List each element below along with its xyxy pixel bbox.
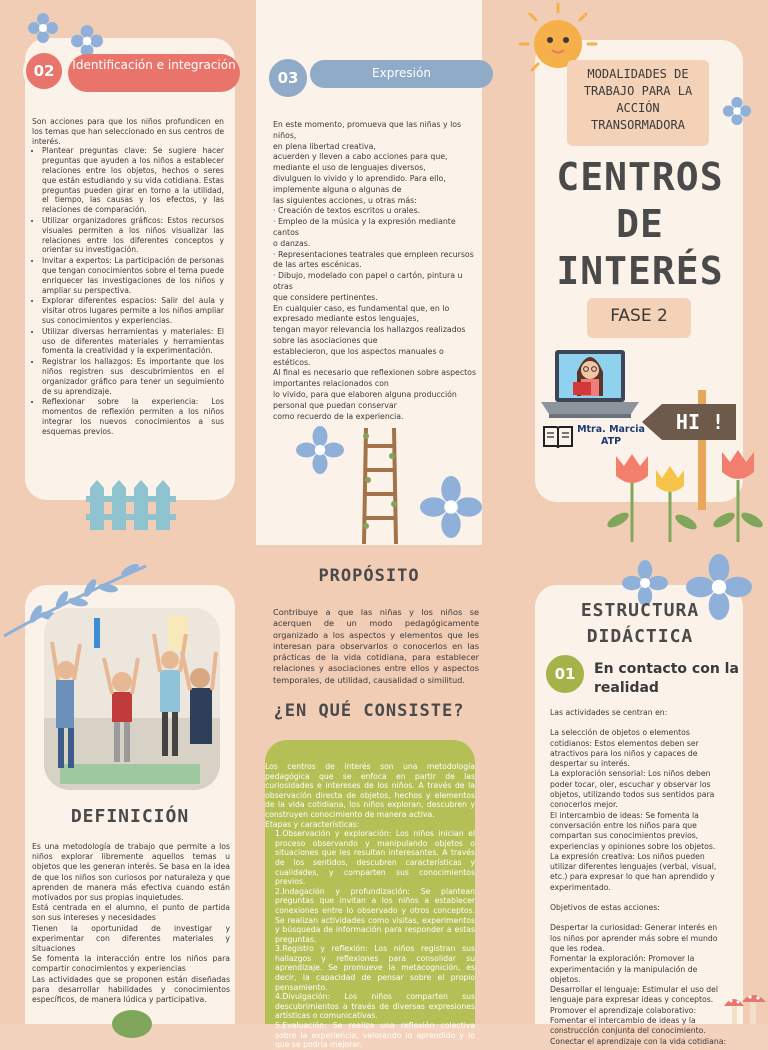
sign-text: HI !	[675, 410, 725, 434]
teacher-avatar-illustration	[541, 336, 639, 424]
list-item: • Utilizar organizadores gráficos: Estos recursos visuales permiten a los niños visualizar las relaciones entre los diferentes conceptos y orientar su investigación.	[42, 216, 224, 255]
text-line: · Empleo de la música y la expresión mediante cantos	[273, 217, 456, 237]
consiste-stages-label: Etapas y características:	[265, 819, 360, 829]
text-line: Despertar la curiosidad: Generar interés en los niños por aprender más sobre el mundo que les rodea.	[550, 923, 718, 953]
consiste-body	[265, 762, 475, 1050]
text-line: las siguientes acciones, u otras más:	[273, 195, 417, 205]
text-line: divulguen lo vivido y lo aprendido. Para ello,	[273, 173, 446, 183]
cover-title-line2: DE	[616, 202, 664, 246]
mushrooms-illustration	[722, 992, 768, 1024]
text-line: sobre las asociaciones que	[273, 335, 378, 345]
text-line: establecieron, que los aspectos manuales o	[273, 346, 444, 356]
text-line: en plena libertad creativa,	[273, 141, 376, 151]
tulips-illustration	[600, 450, 768, 542]
text-line: · Creación de textos escritos u orales.	[273, 206, 421, 216]
definicion-title: DEFINICIÓN	[70, 806, 190, 827]
list-item: • Plantear preguntas clave: Se sugiere hacer preguntas que ayuden a los niños a establecer relaciones entre los objetos, hechos o seres que están estudiando y su vida cotidiana. Estas preguntas pueden girar en torno a la utilidad, el tiempo, las causas y los efectos, y las relaciones de comparación.	[42, 146, 224, 215]
fence-illustration	[86, 474, 176, 530]
consiste-intro: Los centros de interés son una metodología pedagógica que se enfoca en partir de las curiosidades e intereses de los niños. A través de la observación directa de objetos, hechos y elementos de la vida cotidiana, los niños exploran, descubren y construyen conocimiento de manera activa.	[265, 762, 475, 819]
text-line: Al final es necesario que reflexionen sobre aspectos	[273, 368, 477, 378]
step-number-01: 01	[544, 653, 586, 695]
cover-title-line3: INTERÉS	[556, 249, 724, 293]
text-line: · Dibujo, modelado con papel o cartón, pintura u otras	[273, 271, 463, 291]
text-line: implemente alguna o algunas de	[273, 184, 402, 194]
text-line: En cualquier caso, es fundamental que, en lo	[273, 303, 450, 313]
text-line: que considere pertinentes.	[273, 292, 378, 302]
step-number-02: 02	[23, 50, 65, 92]
text-line: Las actividades que se proponen están diseñadas para desarrollar habilidades y conocimientos específicos, de manera lúdica y participativa.	[32, 974, 230, 1005]
list-item: • Invitar a expertos: La participación de personas que tengan conocimientos sobre el tema puede enriquecer las investigaciones de los niños y ampliar su perspectiva.	[42, 256, 224, 295]
text-line: lo vivido, para que elaboren alguna producción	[273, 389, 457, 399]
expresion-body	[273, 120, 483, 422]
text-line: La expresión creativa: Los niños pueden utilizar diferentes lenguajes (verbal, visual, etc.) para expresar lo que han aprendido y experimentado.	[550, 851, 717, 892]
cactus-illustration	[110, 1006, 154, 1024]
list-item: 2.Indagación y profundización: Se plantean preguntas que invitan a los niños a establecer conexiones entre lo observado y otros conceptos. Se realizan actividades como visitas, experimentos y búsqueda de información para responder a estas preguntas.	[275, 886, 475, 944]
text-line: Objetivos de estas acciones:	[550, 903, 660, 913]
ladder-illustration	[356, 426, 404, 544]
text-line: Promover el aprendizaje colaborativo: Fomentar el intercambio de ideas y la construcción conjunta del conocimiento.	[550, 1005, 706, 1036]
text-line: estéticos.	[273, 357, 311, 367]
list-item: 1.Observación y exploración: Los niños inician el proceso observando y manipulando objetos o situaciones que les resultan interesantes. A través de los sentidos, descubren características y cualidades, y comparten sus conocimientos previos.	[275, 829, 475, 887]
children-photo	[44, 608, 220, 790]
text-line: Las actividades se centran en:	[550, 708, 668, 717]
text-line: · Representaciones teatrales que empleen recursos	[273, 249, 474, 259]
step-number-03: 03	[266, 56, 310, 100]
list-item: • Reflexionar sobre la experiencia: Los momentos de reflexión permiten a los niños integrar los nuevos conocimientos a sus esquemas previos.	[42, 397, 224, 436]
list-item: 4.Divulgación: Los niños comparten sus descubrimientos a través de diversas expresiones artísticas o comunicativas.	[275, 992, 475, 1021]
text-line: Tienen la oportunidad de investigar y experimentar con diferentes materiales y situaciones	[32, 923, 230, 954]
estructura-title-line1: ESTRUCTURA	[580, 600, 700, 621]
text-line: Es una metodología de trabajo que permite a los niños explorar libremente aquellos temas u objetos que les generan interés. Se basa en la idea de que los niños son curiosos por naturaleza y que aprenden de manera más efectiva cuando están motivados por sus propias inquietudes.	[32, 842, 230, 903]
text-line: tengan mayor relevancia los hallazgos realizados	[273, 325, 466, 335]
text-line: de las artes escénicas.	[273, 260, 362, 270]
proposito-text: Contribuye a que las niñas y los niños se acerquen de un modo pedagógicamente organizado a los aspectos y elementos que les interesan para observarlos o conocerlos en las prácticas de la vida cotidiana, para establecer relaciones y asociaciones entre ellos y aspectos temporales, de utilidad, causalidad o similitud.	[273, 607, 479, 685]
flower-icon	[70, 24, 104, 58]
text-line: o danzas.	[273, 238, 311, 248]
section-title-expresion: Expresión	[310, 60, 493, 88]
author-name: Mtra. Marcia	[577, 424, 645, 435]
text-line: importantes relacionados con	[273, 379, 389, 389]
proposito-title: PROPÓSITO	[318, 566, 420, 586]
text-line: La exploración sensorial: Los niños deben poder tocar, oler, escuchar y observar los objetos, utilizando todos sus sentidos para conocerlos mejor.	[550, 769, 715, 810]
text-line: personal que puedan conservar	[273, 400, 397, 410]
identificacion-intro: Son acciones para que los niños profundicen en los temas que han seleccionado en sus centros de interés.	[32, 117, 224, 146]
text-line: acuerden y lleven a cabo acciones para que,	[273, 152, 448, 162]
flower-icon	[722, 96, 752, 126]
text-line: En este momento, promueva que las niñas y los niños,	[273, 120, 462, 140]
step-title: En contacto con la realidad	[594, 661, 739, 696]
list-item: • Registrar los hallazgos: Es importante que los niños registren sus descubrimientos en el organizador gráfico para tener un seguimiento de su aprendizaje.	[42, 357, 224, 396]
list-item: 5.Evaluación: Se realiza una reflexión colectiva sobre la experiencia, valorando lo aprendido y lo que se podría mejorar.	[275, 1021, 475, 1050]
list-item: • Explorar diferentes espacios: Salir del aula y visitar otros lugares permite a los niños ampliar sus conocimientos y experiencias.	[42, 296, 224, 325]
text-line: Conectar el aprendizaje con la vida cotidiana:	[550, 1036, 727, 1046]
flower-icon	[296, 426, 344, 474]
section-title-identificacion: Identificación e integración	[68, 54, 240, 92]
book-icon	[542, 424, 574, 450]
cover-title-line1: CENTROS	[556, 155, 724, 199]
text-line: expresado mediante estos lenguajes,	[273, 314, 419, 324]
list-item: • Utilizar diversas herramientas y materiales: El uso de diferentes materiales y herramientas fomenta la creatividad y la experimentación.	[42, 327, 224, 356]
flower-icon	[27, 12, 59, 44]
text-line: Fomentar la exploración: Promover la experimentación y la manipulación de objetos.	[550, 954, 698, 984]
phase-label: FASE 2	[610, 306, 668, 326]
list-item: 3.Registro y reflexión: Los niños registran sus hallazgos y reflexiones para consolidar su aprendizaje. Se promueve la metacognición, es decir, la capacidad de pensar sobre el propio pensamiento.	[275, 944, 475, 992]
text-line: Está centrada en el alumno, el punto de partida son sus intereses y necesidades	[32, 903, 230, 923]
text-line: Se fomenta la interacción entre los niños para compartir conocimientos y experiencias	[32, 954, 230, 974]
text-line: mediante el uso de lenguajes diversos,	[273, 163, 426, 173]
cover-subtitle: MODALIDADES DE TRABAJO PARA LA ACCIÓN TRANSORMADORA	[583, 67, 693, 132]
text-line: Desarrollar el lenguaje: Estimular el uso del lenguaje para expresar ideas y conceptos.	[550, 985, 718, 1005]
consiste-title: ¿EN QUÉ CONSISTE?	[273, 701, 465, 721]
identificacion-body	[32, 117, 224, 438]
author-role: ATP	[600, 436, 622, 447]
text-line: El intercambio de ideas: Se fomenta la conversación entre los niños para que compartan sus conocimientos previos, experiencias y opiniones sobre los objetos.	[550, 810, 716, 851]
definicion-body	[32, 842, 230, 1005]
flower-icon	[420, 476, 482, 538]
text-line: La selección de objetos o elementos cotidianos: Estos elementos deben ser atractivos para los niños y capaces de despertar su interés.	[550, 728, 699, 769]
text-line: como recuerdo de la experiencia.	[273, 411, 404, 421]
estructura-body	[550, 708, 730, 1047]
estructura-title-line2: DIDÁCTICA	[586, 626, 694, 647]
